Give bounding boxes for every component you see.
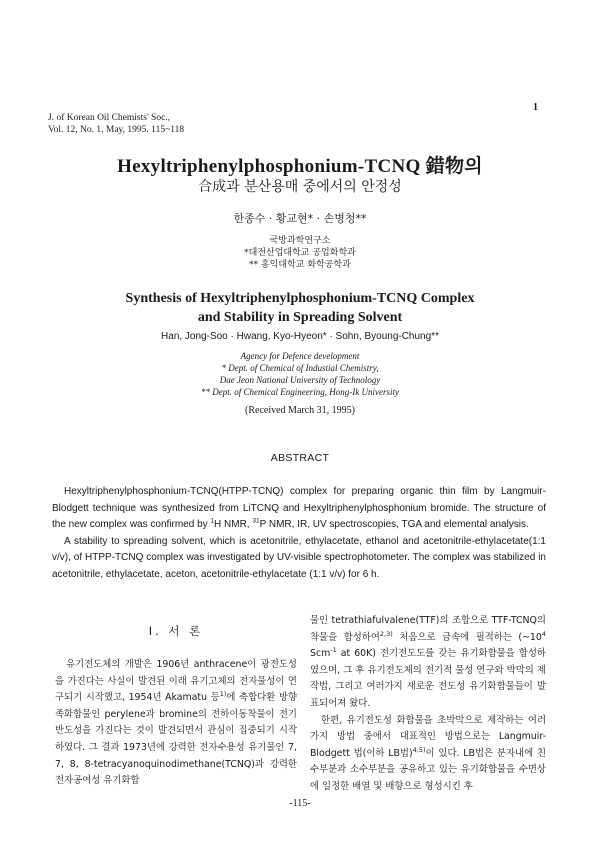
body-text: at 60K) 전기전도도를 갖는 유기화합물을 합성하였으며, 그 후 유기전도체의 전기적 물성 연구와 박막의 제작법, 그리고 여러가지 새로운 전도성 유기화합물들이 발표되어져 왔다. xyxy=(310,648,546,709)
citation-superscript: 1) xyxy=(219,690,227,699)
page-marker: 1 xyxy=(533,102,538,113)
affiliation-en-1: Agency for Defence development xyxy=(240,351,360,361)
journal-name: J. of Korean Oil Chemists' Soc., xyxy=(48,113,171,123)
abstract-text: P NMR, IR, UV spectroscopies, TGA and elemental analysis. xyxy=(259,519,529,530)
abstract-paragraph-2: A stability to spreading solvent, which is acetonitrile, ethylacetate, ethanol and acetonitrile-ethylacetate(1:1 v/v), of HTPP-TCNQ complex was investigated by UV-visible spectrophotometer. The complex was stabilized in acetonitrile, ethylacetate, aceton, acetonitrile-ethylacetate (1:1 v/v) for 6 h. xyxy=(52,535,546,580)
journal-volume: Vol. 12, No. 1, May, 1995. 115~118 xyxy=(48,125,185,135)
english-title-line2: and Stability in Spreading Solvent xyxy=(197,310,403,325)
left-column xyxy=(55,615,297,790)
korean-title-line1: Hexyltriphenylphosphonium-TCNQ 錯物의 xyxy=(117,156,483,177)
superscript: -1 xyxy=(330,646,337,655)
abstract-heading: ABSTRACT xyxy=(270,452,330,464)
body-text: 처음으로 금속에 필적하는 (~10 xyxy=(392,631,542,643)
superscript: 31 xyxy=(252,517,260,525)
affiliation-en-2: * Dept. of Chemical of Industial Chemistry, xyxy=(221,363,379,373)
english-title-line1: Synthesis of Hexyltriphenylphosphonium-TCNQ Complex xyxy=(125,291,475,306)
abstract-text: H NMR, xyxy=(214,519,253,530)
authors-english: Han, Jong-Soo · Hwang, Kyo-Hyeon* · Sohn, Byoung-Chung** xyxy=(161,331,439,342)
body-text: 한편, 유기전도성 화합물을 초박막으로 제작하는 여러가지 방법 중에서 대표적인 방법으로는 Langmuir-Blodgett 법(이하 LB법) xyxy=(310,714,546,759)
body-text: Scm xyxy=(310,648,331,660)
citation-superscript: 2,3) xyxy=(379,629,393,638)
affiliation-en-3: Dae Jeon National University of Technology xyxy=(219,375,381,385)
superscript: 1 xyxy=(210,517,215,525)
korean-title-line2: 合成과 분산용매 중에서의 안정성 xyxy=(198,179,402,195)
superscript: 4 xyxy=(541,629,547,638)
abstract-text: Hexyltriphenylphosphonium-TCNQ(HTPP-TCNQ) complex for preparing organic thin film by Langmuir-Blodgett technique was synthesized from LiTCNQ and Hexyltriphenylphosphonium bromide. The structure of the new complex was confirmed by xyxy=(52,486,546,530)
footer-page-number: -115- xyxy=(289,798,311,809)
english-title xyxy=(0,289,600,327)
section-heading-introduction: I. 서 론 xyxy=(148,624,204,638)
right-paragraph-1 xyxy=(310,613,546,713)
body-text: 이 있다. LB법은 분자내에 친수부분과 소수부분을 공유하고 있는 유기화합물을 수면상에 일정한 배열 및 배향으로 형성시킨 후 xyxy=(310,747,546,792)
authors-korean: 한종수 · 황교현* · 손병청** xyxy=(233,212,367,225)
right-paragraph-2 xyxy=(310,713,546,796)
affiliation-ko-3: ** 홍익대학교 화학공학과 xyxy=(249,260,351,270)
affiliation-ko-2: *대전산업대학교 공업화학과 xyxy=(244,248,356,258)
intro-paragraph-1 xyxy=(55,657,297,790)
body-text: 유기전도체의 개발은 1906년 anthracene이 광전도성을 가진다는 사실이 발견된 이래 유기고체의 전자물성이 연구되기 시작했고, 1954년 Akamatu 등 xyxy=(55,659,297,704)
right-column xyxy=(310,613,546,796)
received-date: (Received March 31, 1995) xyxy=(245,405,355,416)
journal-citation xyxy=(48,112,184,136)
affiliations-english xyxy=(0,350,600,398)
body-text: 에 축합다환 방향족화합물인 perylene과 bromine의 전하이동착물이 전기 반도성을 가진다는 것이 발견되면서 관심이 집중되기 시작하였다. 그 결과 1973년에 강력한 전자수용성 유기물인 7, 7, 8, 8-tetracyanoquinodimethane(TCNQ)과 강력한 전자공여성 유기화합 xyxy=(55,692,298,787)
body-text: 물인 tetrathiafulvalene(TTF)의 조합으로 TTF-TCNQ의 착물을 합성하여 xyxy=(310,615,546,643)
affiliations-korean xyxy=(0,235,600,271)
affiliation-en-4: ** Dept. of Chemical Engineering, Hong-Ik University xyxy=(201,387,399,397)
abstract-paragraph-1 xyxy=(52,484,546,534)
citation-superscript: 4,5) xyxy=(412,745,426,754)
abstract-body xyxy=(52,484,546,583)
affiliation-ko-1: 국방과학연구소 xyxy=(269,236,331,246)
